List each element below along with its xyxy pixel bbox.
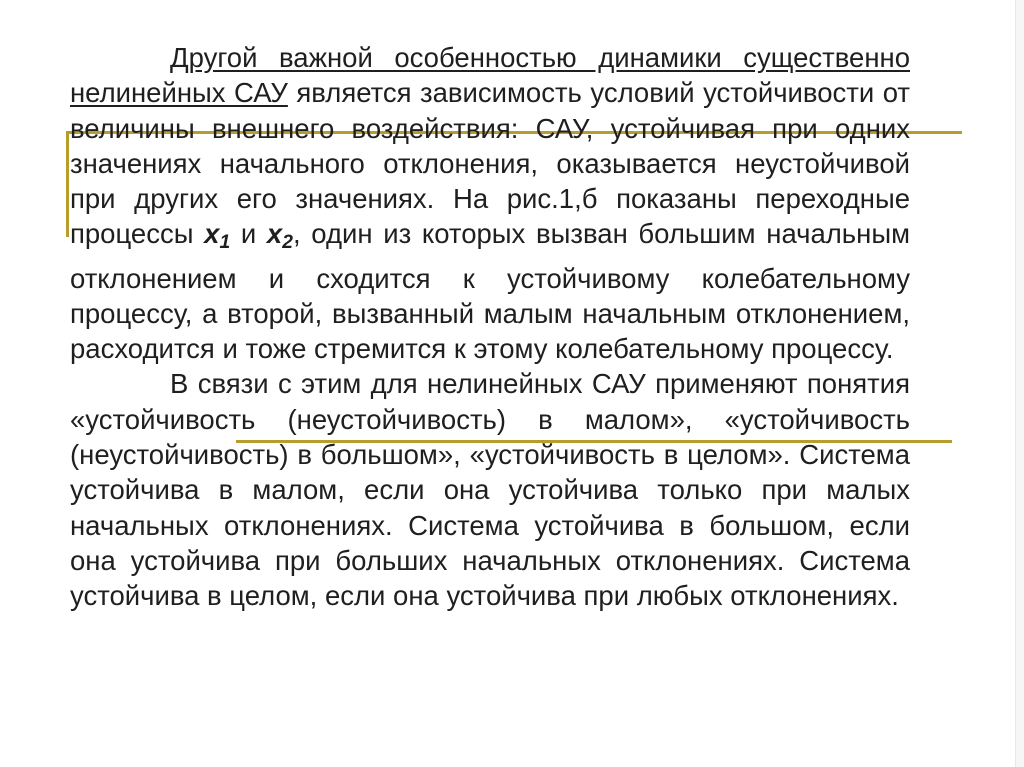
variable-x2 xyxy=(266,218,293,254)
paragraph-1-text-b: и xyxy=(230,218,267,250)
paragraph-1 xyxy=(70,40,910,366)
variable-x2-subscript: 2 xyxy=(282,232,293,254)
decorative-line-left xyxy=(66,131,69,237)
paragraph-2: В связи с этим для нелинейных САУ применяют понятия «устойчивость (неустойчивость) в малом», «устойчивость (неустойчивость) в большом», «устойчивость в целом». Система устойчива в малом, если она устойчива только при малых начальных отклонениях. Система устойчива в большом, если она устойчива при больших начальных отклонениях. Система устойчива в целом, если она устойчива при любых отклонениях. xyxy=(70,368,910,612)
variable-x1-base: x xyxy=(204,218,220,250)
variable-x1-subscript: 1 xyxy=(219,232,231,254)
paragraph-1-underlined-lead: Другой важной особенностью динамики существенно нелинейных САУ xyxy=(70,42,910,109)
slide-body xyxy=(70,40,910,614)
paragraph-1-text-c: , один из которых вызван большим начальным отклонением и сходится к устойчивому колебательному процессу, а второй, вызванный малым начальным отклонением, расходится и тоже стремится к этому колебательному процессу. xyxy=(70,218,910,365)
variable-x2-base: x xyxy=(266,218,283,250)
paragraph-1-text-a: является зависимость условий устойчивости от величины внешнего воздействия: САУ, устойчивая при одних значениях начального отклонения, оказывается неустойчивой при других его значениях. На рис.1,б показаны переходные процессы xyxy=(70,77,910,250)
variable-x1 xyxy=(204,218,231,254)
slide-right-border xyxy=(1015,0,1024,767)
